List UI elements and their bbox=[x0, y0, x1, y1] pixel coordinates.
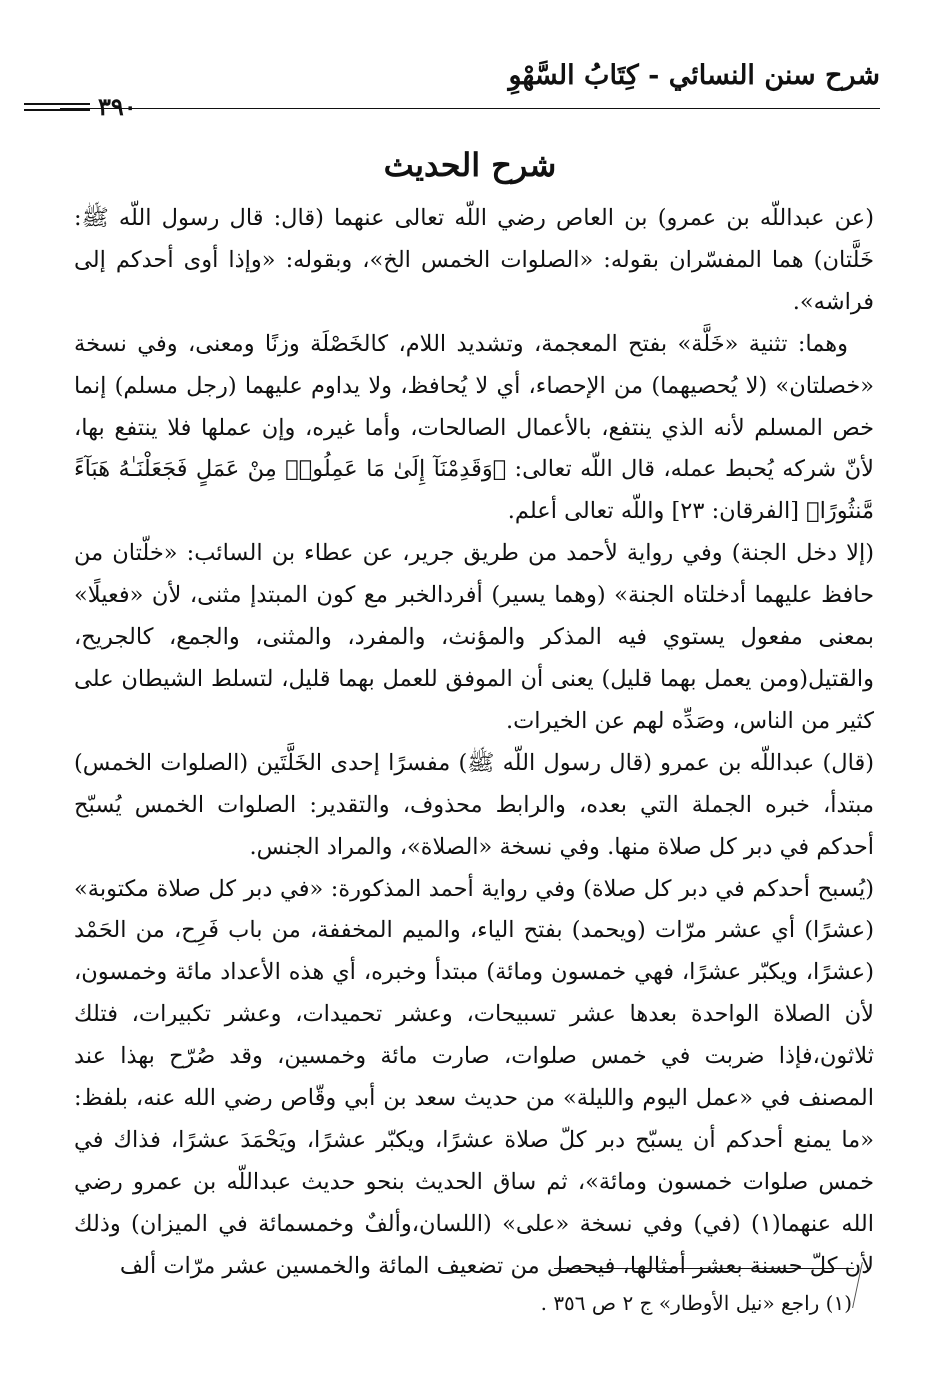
page-number: ٣٩٠ bbox=[98, 92, 137, 121]
running-header-title: شرح سنن النسائي - كِتَابُ السَّهْوِ bbox=[508, 60, 880, 91]
footnote: (١) راجع «نيل الأوطار» ج ٢ ص ٣٥٦ . bbox=[540, 1291, 852, 1315]
body-text bbox=[74, 198, 874, 1288]
page-number-ornament bbox=[24, 103, 90, 115]
footnote-rule bbox=[554, 1268, 854, 1269]
paragraph: (عن عبداللّه بن عمرو) بن العاص رضي اللّه تعالى عنهما (قال: قال رسول اللّه ﷺ: خَلَّتان) هما المفسّران بقوله: «الصلوات الخمس الخ»، وبقوله: «وإذا أوى أحدكم إلى فراشه». bbox=[74, 205, 874, 315]
section-title: شرح الحديث bbox=[383, 146, 557, 184]
paragraph: وهما: تثنية «خَلَّة» بفتح المعجمة، وتشديد اللام، كالخَصْلَة وزنًا ومعنى، وفي نسخة «خصلتان» (لا يُحصيهما) من الإحصاء، أي لا يُحافظ، ولا يداوم عليهما (رجل مسلم) إنما خص المسلم لأنه الذي ينتفع، بالأعمال الصالحات، وأما غيره، وإن عملها فلا ينتفع بها، لأنّ شركه يُحبط عمله، قال اللّه تعالى: ﴿وَقَدِمْنَآ إِلَىٰ مَا عَمِلُوا۟ مِنْ عَمَلٍ فَجَعَلْنَـٰهُ هَبَآءً مَّنثُورًا﴾ [الفرقان: ٢٣] واللّه تعالى أعلم. bbox=[74, 330, 874, 525]
paragraph: (قال) عبداللّه بن عمرو (قال رسول اللّه ﷺ) مفسرًا إحدى الخَلَّتَين (الصلوات الخمس) مبتدأ، خبره الجملة التي بعده، والرابط محذوف، والتقدير: الصلوات الخمس يُسبّح أحدكم في دبر كل صلاة منها. وفي نسخة «الصلاة»، والمراد الجنس. bbox=[74, 749, 874, 860]
paragraph: (يُسبح أحدكم في دبر كل صلاة) وفي رواية أحمد المذكورة: «في دبر كل صلاة مكتوبة» (عشرًا) أي عشر مرّات (ويحمد) بفتح الياء، والميم المخففة، من باب فَرِح، من الحَمْد (عشرًا، ويكبّر عشرًا، فهي خمسون ومائة) مبتدأ وخبره، أي هذه الأعداد مائة وخمسون، لأن الصلاة الواحدة بعدها عشر تسبيحات، وعشر تحميدات، وعشر تكبيرات، فتلك ثلاثون،فإذا ضربت في خمس صلوات، صارت مائة وخمسين، وقد صُرّح بهذا عند المصنف في «عمل اليوم والليلة» من حديث سعد بن أبي وقّاص رضي الله عنه، بلفظ: «ما يمنع أحدكم أن يسبّح دبر كلّ صلاة عشرًا، ويكبّر عشرًا، ويَحْمَدَ عشرًا، فذاك في خمس صلوات خمسون ومائة»، ثم ساق الحديث بنحو حديث عبداللّه بن عمرو رضي الله عنهما(١) (في) وفي نسخة «على» (اللسان،وألفٌ وخمسمائة في الميزان) وذلك لأن كلّ حسنة بعشر أمثالها، فيحصل من تضعيف المائة والخمسين عشر مرّات ألف bbox=[74, 875, 875, 1279]
header-rule bbox=[60, 108, 880, 109]
paragraph: (إلا دخل الجنة) وفي رواية لأحمد من طريق جرير، عن عطاء بن السائب: «خلّتان من حافظ عليهما أدخلتاه الجنة» (وهما يسير) أفردالخبر مع كون المبتدإ مثنى، لأن «فعيلًا» بمعنى مفعول يستوي فيه المذكر والمؤنث، والمفرد، والمثنى، والجمع، كالجريح، والقتيل(ومن يعمل بهما قليل) يعنى أن الموفق للعمل بهما قليل، لتسلط الشيطان على كثير من الناس، وصَدِّه لهم عن الخيرات. bbox=[74, 540, 874, 734]
running-header bbox=[60, 56, 880, 116]
